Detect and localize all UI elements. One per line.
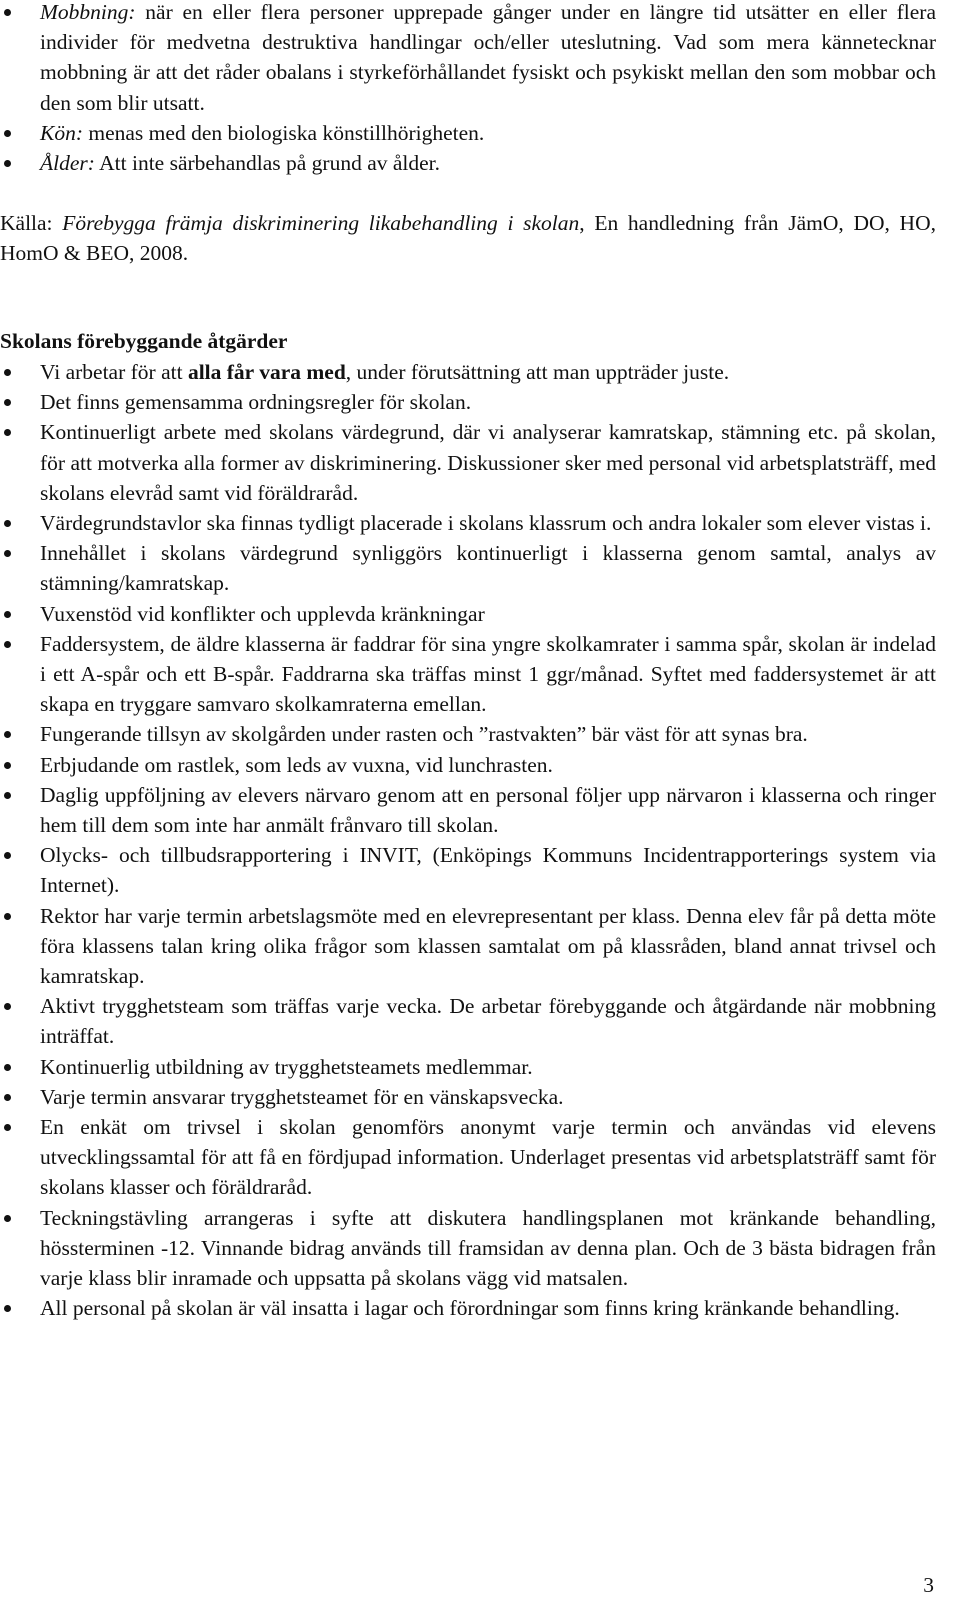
item-text: Innehållet i skolans värdegrund synliggörs kontinuerligt i klasserna genom samtal, analys av stämning/kamratskap. xyxy=(40,541,936,596)
bullet-icon xyxy=(4,130,11,137)
item-text: Kontinuerlig utbildning av trygghetsteamets medlemmar. xyxy=(40,1054,533,1079)
definition-term: Mobbning: xyxy=(40,0,136,24)
page-number: 3 xyxy=(923,1573,934,1597)
source-prefix: Källa: xyxy=(0,211,63,235)
item-text-before: Vi arbetar för att xyxy=(40,360,188,384)
definitions-list xyxy=(0,0,960,178)
section-heading: Skolans förebyggande åtgärder xyxy=(0,329,288,353)
list-item xyxy=(0,901,936,992)
item-text: Teckningstävling arrangeras i syfte att diskutera handlingsplanen mot kränkande behandling, hössterminen -12. Vinnande bidrag används till framsidan av denna plan. Och de 3 bästa bidragen från varje klass blir inramade och uppsatta på skolans vägg vid matsalen. xyxy=(40,1205,936,1291)
bullet-icon xyxy=(4,429,11,436)
bullet-icon xyxy=(4,160,11,167)
bullet-icon xyxy=(4,1003,11,1010)
list-item xyxy=(0,840,936,900)
definition-mobbning xyxy=(0,0,936,118)
definition-term: Ålder: xyxy=(40,151,95,176)
list-item xyxy=(0,1293,936,1323)
bullet-icon xyxy=(4,399,11,406)
list-item xyxy=(0,1052,936,1082)
measures-list xyxy=(0,357,960,1324)
bullet-icon xyxy=(4,1215,11,1222)
item-text: Erbjudande om rastlek, som leds av vuxna, vid lunchrasten. xyxy=(40,752,553,777)
bullet-icon xyxy=(4,550,11,557)
list-item xyxy=(0,780,936,840)
bullet-icon xyxy=(4,731,11,738)
item-text-bold: alla får vara med xyxy=(187,360,346,384)
item-text-after: , under förutsättning att man uppträder juste. xyxy=(345,360,730,384)
definition-term: Kön: xyxy=(40,120,83,145)
list-item xyxy=(0,1203,936,1294)
definition-alder xyxy=(0,148,936,178)
item-text: Vuxenstöd vid konflikter och upplevda kränkningar xyxy=(40,601,485,626)
item-text: Olycks- och tillbudsrapportering i INVIT, (Enköpings Kommuns Incidentrapporterings system via Internet). xyxy=(40,843,936,898)
item-text: Rektor har varje termin arbetslagsmöte med en elevrepresentant per klass. Denna elev får på detta möte föra klassens talan kring olika frågor som klassen samtalat om på klassråden, bland annat trivsel och kamratskap. xyxy=(40,903,936,989)
bullet-icon xyxy=(4,369,11,376)
definition-kon xyxy=(0,118,936,148)
list-item xyxy=(0,357,936,387)
bullet-icon xyxy=(4,641,11,648)
item-text: All personal på skolan är väl insatta i lagar och förordningar som finns kring kränkande behandling. xyxy=(40,1296,900,1321)
list-item xyxy=(0,387,936,417)
item-text: Daglig uppföljning av elevers närvaro genom att en personal följer upp närvaron i klasserna och ringer hem till dem som inte har anmält frånvaro till skolan. xyxy=(40,782,936,838)
list-item xyxy=(0,508,936,538)
item-text: Det finns gemensamma ordningsregler för skolan. xyxy=(40,390,472,415)
item-text: Varje termin ansvarar trygghetsteamet för en vänskapsvecka. xyxy=(40,1084,564,1109)
list-item xyxy=(0,538,936,598)
item-text: En enkät om trivsel i skolan genomförs anonymt varje termin och användas vid elevens utvecklingssamtal för att få en fördjupad information. Underlaget presentas vid arbetsplatsträff samt för skolans klasser och föräldraråd. xyxy=(40,1115,936,1200)
item-text: Faddersystem, de äldre klasserna är faddrar för sina yngre skolkamrater i samma spår, skolan är indelad i ett A-spår och ett B-spår. Faddrarna ska träffas minst 1 ggr/månad. Syftet med faddersystemet är att skapa en tryggare samvaro skolkamraterna emellan. xyxy=(40,631,936,717)
source-citation xyxy=(0,208,936,268)
definition-text: menas med den biologiska könstillhörigheten. xyxy=(83,120,485,145)
bullet-icon xyxy=(4,1124,11,1131)
item-text: Aktivt trygghetsteam som träffas varje vecka. De arbetar förebyggande och åtgärdande när mobbning inträffat. xyxy=(40,994,936,1049)
item-text: Värdegrundstavlor ska finnas tydligt placerade i skolans klassrum och andra lokaler som elever vistas i. xyxy=(40,511,932,536)
source-suffix: , En handledning från JämO, DO, HO, HomO & BEO, 2008. xyxy=(0,211,936,266)
list-item xyxy=(0,991,936,1051)
list-item xyxy=(0,599,936,629)
list-item xyxy=(0,719,936,749)
bullet-icon xyxy=(4,792,11,799)
bullet-icon xyxy=(4,9,11,16)
item-text: Fungerande tillsyn av skolgården under rasten och ”rastvakten” bär väst för att synas bra. xyxy=(40,722,808,747)
bullet-icon xyxy=(4,1094,11,1101)
bullet-icon xyxy=(4,1064,11,1071)
source-title: Förebygga främja diskriminering likabehandling i skolan xyxy=(62,211,580,235)
definition-text: Att inte särbehandlas på grund av ålder. xyxy=(94,151,441,176)
bullet-icon xyxy=(4,1305,11,1312)
bullet-icon xyxy=(4,852,11,859)
bullet-icon xyxy=(4,611,11,618)
item-text: Kontinuerligt arbete med skolans värdegrund, där vi analyserar kamratskap, stämning etc. på skolan, för att motverka alla former av diskriminering. Diskussioner sker med personal vid arbetsplatsträff, med skolans elevråd samt vid föräldraråd. xyxy=(40,420,936,505)
bullet-icon xyxy=(4,762,11,769)
bullet-icon xyxy=(4,913,11,920)
list-item xyxy=(0,1112,936,1203)
bullet-icon xyxy=(4,520,11,527)
list-item xyxy=(0,417,936,508)
list-item xyxy=(0,629,936,720)
list-item xyxy=(0,750,936,780)
list-item xyxy=(0,1082,936,1112)
definition-text: när en eller flera personer upprepade gånger under en längre tid utsätter en eller flera individer för medvetna destruktiva handlingar och/eller uteslutning. Vad som mera kännetecknar mobbning är att det råder obalans i styrkeförhållandet fysiskt och psykiskt mellan den som mobbar och den som blir utsatt. xyxy=(40,0,936,115)
